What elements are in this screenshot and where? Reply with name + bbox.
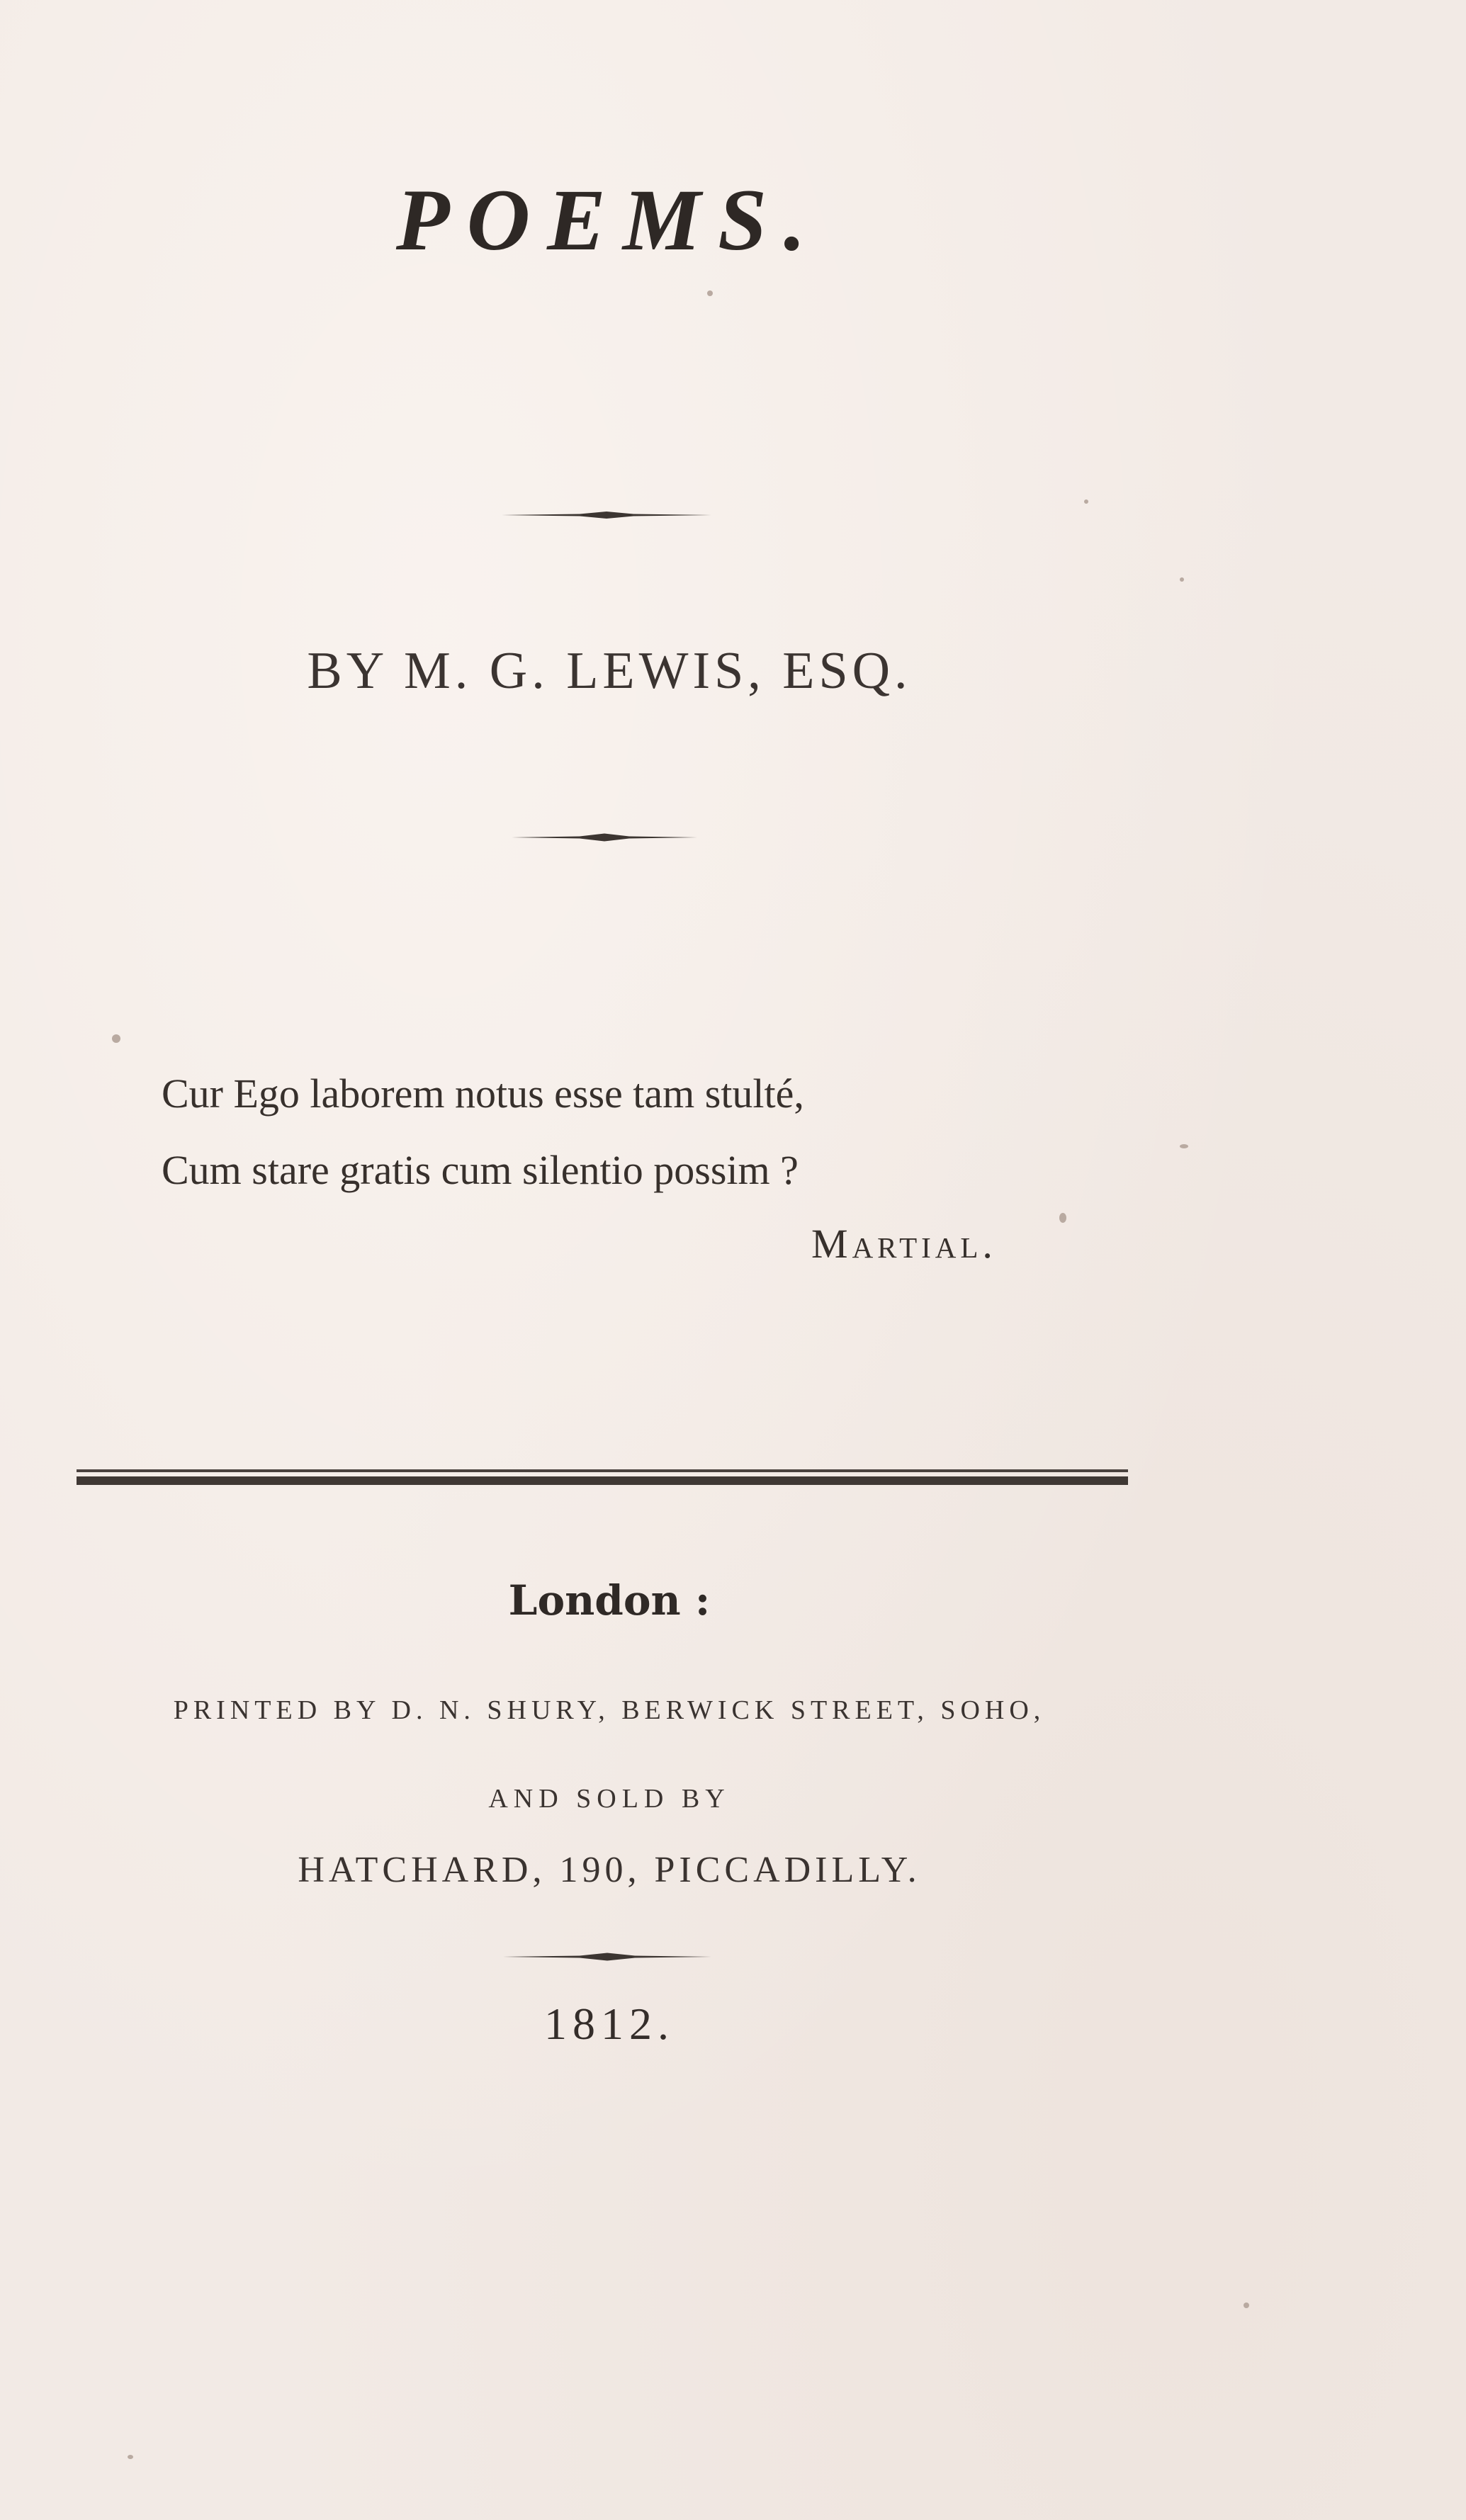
- ornamental-rule-middle: [512, 832, 697, 842]
- ornamental-rule-bottom: [503, 1952, 711, 1962]
- epigraph-line-1: Cur Ego laborem notus esse tam stulté,: [162, 1070, 804, 1117]
- author-line: BY M. G. LEWIS, ESQ.: [307, 642, 912, 700]
- thin-rule: [77, 1469, 1128, 1472]
- imprint-printer: PRINTED BY D. N. SHURY, BERWICK STREET, SOHO,: [173, 1695, 1046, 1725]
- paper-speck: [1180, 1144, 1188, 1148]
- paper-speck: [1084, 499, 1088, 504]
- imprint-seller: HATCHARD, 190, PICCADILLY.: [298, 1850, 921, 1890]
- book-title: POEMS.: [395, 171, 823, 269]
- paper-speck: [112, 1034, 120, 1043]
- epigraph-line-2: Cum stare gratis cum silentio possim ?: [162, 1147, 799, 1193]
- paper-speck: [1059, 1213, 1066, 1223]
- paper-speck: [707, 290, 713, 296]
- paper-speck: [1244, 2303, 1249, 2308]
- imprint-year: 1812.: [544, 1999, 675, 2049]
- paper-speck: [1180, 577, 1184, 582]
- ornamental-rule-top: [502, 510, 711, 520]
- thick-rule: [77, 1476, 1128, 1485]
- double-rule-divider: [77, 1469, 1128, 1489]
- imprint-place: London :: [508, 1576, 711, 1625]
- epigraph-attribution: Martial.: [811, 1221, 997, 1267]
- paper-speck: [128, 2455, 133, 2459]
- imprint-sold-by: AND SOLD BY: [488, 1784, 731, 1814]
